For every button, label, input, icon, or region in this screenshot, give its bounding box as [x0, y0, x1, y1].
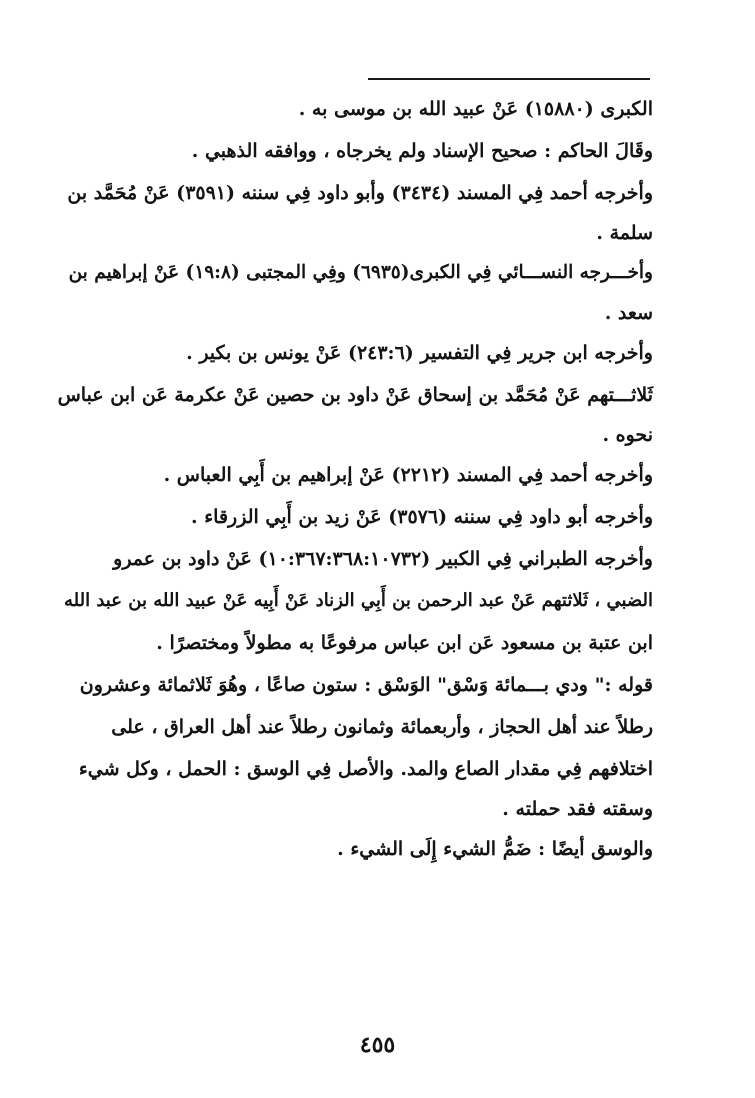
text-line: ابن عتبة بن مسعود عَن ابن عباس مرفوعًا به مطولاً ومختصرًا . [156, 632, 653, 654]
text-line: الكبرى (١٥٨٨٠) عَنْ عبيد الله بن موسى به . [298, 98, 653, 120]
text-line: وأخرجه أحمد فِي المسند (٣٤٣٤) وأبو داود فِي سننه (٣٥٩١) عَنْ مُحَمَّد بن [67, 182, 653, 204]
text-line: وأخـــرجه النســـائي فِي الكبرى(٦٩٣٥) وفِي المجتبى (١٩:٨) عَنْ إبراهيم بن [68, 262, 653, 283]
text-line: سعد . [604, 302, 653, 324]
text-line: سلمة . [596, 222, 653, 244]
text-line: ثَلاثـــتهم عَنْ مُحَمَّد بن إسحاق عَنْ داود بن حصين عَنْ عكرمة عَن ابن عباس [57, 384, 653, 406]
text-line: وأخرجه ابن جرير فِي التفسير (٢٤٣:٦) عَنْ يونس بن بكير . [186, 342, 653, 364]
footnote-separator-rule [368, 78, 650, 80]
text-line: وقَالَ الحاكم : صحيح الإسناد ولم يخرجاه ، ووافقه الذهبي . [191, 140, 653, 162]
text-line: قوله :" ودي بـــمائة وَسْق" الوَسْق : ستون صاعًا ، وهُوَ ثَلاثمائة وعشرون [79, 674, 653, 696]
text-line: وسقته فقد حملته . [502, 798, 653, 820]
text-line: والوسق أيضًا : ضَمُّ الشيء إِلَى الشيء . [337, 838, 653, 860]
footnote-text-block [55, 88, 653, 870]
text-line: وأخرجه الطبراني فِي الكبير (١٠:٣٦٧:٣٦٨:١٠٧٣٢) عَنْ داود بن عمرو [113, 548, 653, 570]
page-number: ٤٥٥ [359, 1032, 396, 1058]
text-line: وأخرجه أحمد فِي المسند (٢٢١٢) عَنْ إبراهيم بن أَبِي العباس . [163, 464, 653, 486]
text-line: رطلاً عند أهل الحجاز ، وأربعمائة وثمانون رطلاً عند أهل العراق ، على [111, 716, 653, 738]
text-line: وأخرجه أبو داود فِي سننه (٣٥٧٦) عَنْ زيد بن أَبِي الزرقاء . [191, 506, 653, 528]
text-line: اختلافهم فِي مقدار الصاع والمد. والأصل فِي الوسق : الحمل ، وكل شيء [78, 758, 653, 780]
text-line: نحوه . [602, 424, 653, 446]
text-line: الضبي ، ثَلاثتهم عَنْ عبد الرحمن بن أَبِي الزناد عَنْ أَبِيه عَنْ عبيد الله بن عبد الله [64, 590, 653, 611]
